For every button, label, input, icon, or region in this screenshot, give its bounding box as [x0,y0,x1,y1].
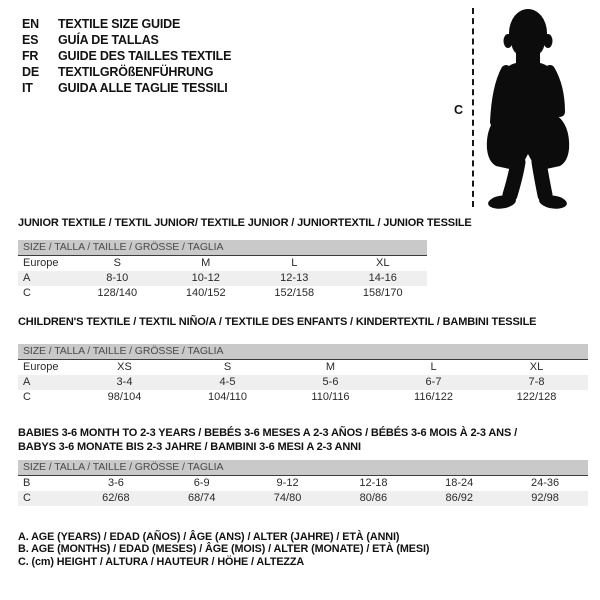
size-value: 24-36 [530,477,560,489]
language-label: TEXTILE SIZE GUIDE [58,17,181,31]
size-column-header: XS [117,361,132,373]
size-header-bar: SIZE / TALLA / TAILLE / GRÖSSE / TAGLIA [18,460,588,476]
size-value: 110/116 [311,391,350,403]
size-column-header: XL [529,361,544,373]
language-row [22,16,231,32]
size-value: 80/86 [359,492,388,504]
size-value: 14-16 [368,272,397,284]
row-label: A [23,376,31,388]
row-label: A [23,272,31,284]
size-value: 152/158 [274,287,315,299]
size-value: 6-7 [425,376,442,388]
size-value: 140/152 [185,287,226,299]
language-code: ES [22,33,39,47]
size-value: 86/92 [445,492,473,504]
size-value: 104/110 [208,391,247,403]
babies-title-line-2: BABYS 3-6 MONATE BIS 2-3 JAHRE / BAMBINI 3-6 MESI A 2-3 ANNI [18,440,361,453]
table-row-height [18,491,588,506]
size-value: 12-18 [359,477,388,489]
size-value: 12-13 [280,272,309,284]
size-value: 5-6 [322,376,339,388]
measure-legend [18,531,429,568]
size-value: 6-9 [193,477,210,489]
baby-silhouette-icon [482,5,577,213]
table-header-row [18,256,427,271]
row-label: Europe [23,257,59,269]
size-column-header: S [113,257,121,269]
legend-note-a: A. AGE (YEARS) / EDAD (AÑOS) / ÂGE (ANS) / ALTER (JAHRE) / ETÀ (ANNI) [18,531,400,543]
language-code: FR [22,49,39,63]
children-size-table [18,344,588,405]
size-column-header: L [291,257,298,269]
row-label: C [23,287,31,299]
row-label: C [23,391,31,403]
legend-note-b: B. AGE (MONTHS) / EDAD (MESES) / ÂGE (MOIS) / ALTER (MONATE) / ETÀ (MESI) [18,543,430,556]
size-column-header: M [201,257,211,269]
babies-section-title [18,427,517,454]
size-value: 92/98 [531,492,559,504]
size-value: 98/104 [107,391,142,403]
table-header-row [18,360,588,375]
language-row [22,48,231,64]
height-measure-dashed-line [472,8,474,207]
table-row-height [18,286,427,301]
junior-section-title: JUNIOR TEXTILE / TEXTIL JUNIOR/ TEXTILE JUNIOR / JUNIORTEXTIL / JUNIOR TESSILE [18,217,472,229]
table-row-height [18,390,588,405]
language-code: EN [22,17,39,31]
row-label: Europe [23,361,59,373]
size-value: 9-12 [276,477,299,489]
table-row-age [18,375,588,390]
language-row [22,32,231,48]
language-row [22,80,231,96]
size-value: 3-6 [107,477,124,489]
language-code: DE [22,65,39,79]
size-header-bar: SIZE / TALLA / TAILLE / GRÖSSE / TAGLIA [18,240,427,256]
size-value: 62/68 [102,492,130,504]
size-value: 3-4 [116,376,133,388]
size-value: 68/74 [187,492,216,504]
language-label: GUIDA ALLE TAGLIE TESSILI [58,81,228,95]
size-value: 18-24 [445,477,474,489]
language-label: TEXTILGRÖßENFÜHRUNG [58,65,214,79]
table-row-age-months [18,476,588,491]
language-label: GUÍA DE TALLAS [58,33,159,47]
children-section-title: CHILDREN'S TEXTILE / TEXTIL NIÑO/A / TEXTILE DES ENFANTS / KINDERTEXTIL / BAMBINI TESSILE [18,316,537,328]
language-code: IT [22,81,33,95]
measure-c-label: C [454,103,464,117]
size-header-bar: SIZE / TALLA / TAILLE / GRÖSSE / TAGLIA [18,344,588,360]
size-value: 158/170 [362,287,403,299]
babies-title-line-1: BABIES 3-6 MONTH TO 2-3 YEARS / BEBÉS 3-6 MESES A 2-3 AÑOS / BÉBÉS 3-6 MOIS À 2-3 ANS / [18,427,517,439]
junior-size-table [18,240,427,301]
language-label: GUIDE DES TAILLES TEXTILE [58,49,232,63]
babies-size-table [18,460,588,506]
language-row [22,64,231,80]
size-column-header: M [325,361,336,373]
size-value: 10-12 [191,272,220,284]
size-column-header: S [223,361,232,373]
size-value: 4-5 [219,376,236,388]
row-label: B [23,477,31,489]
size-value: 74/80 [273,492,302,504]
legend-note-c: C. (cm) HEIGHT / ALTURA / HAUTEUR / HÖHE / ALTEZZA [18,555,305,568]
size-column-header: XL [376,257,390,269]
size-column-header: L [430,361,437,373]
language-legend [22,16,231,96]
size-value: 128/140 [97,287,138,299]
size-value: 7-8 [528,376,545,388]
size-value: 8-10 [106,272,129,284]
size-value: 122/128 [516,391,557,403]
row-label: C [23,492,31,504]
table-row-age [18,271,427,286]
size-value: 116/122 [414,391,453,403]
